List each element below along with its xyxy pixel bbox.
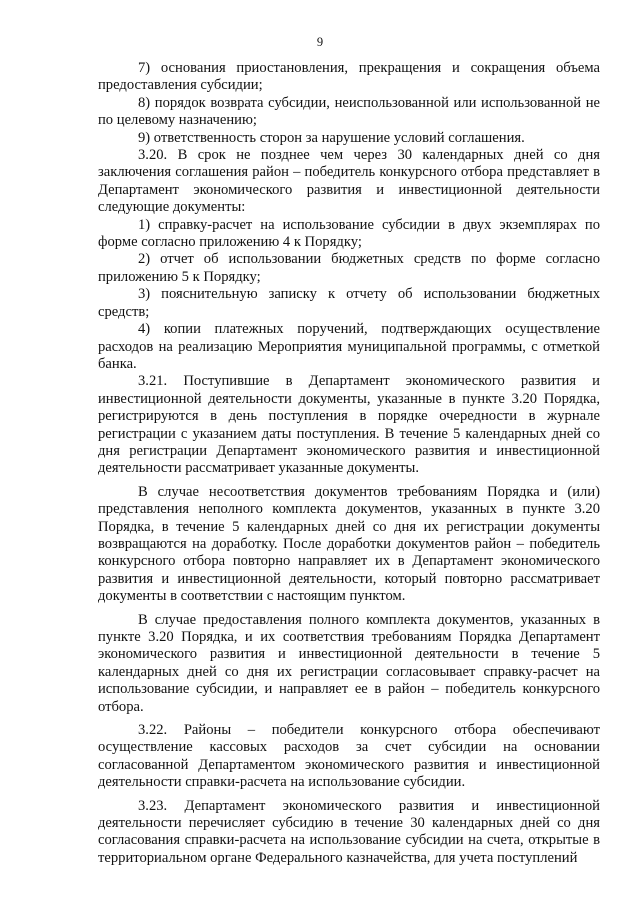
paragraph-doc-4: 4) копии платежных поручений, подтверждающих осуществление расходов на реализацию Мероприятия муниципальной программы, с отметкой банка. bbox=[98, 321, 600, 372]
paragraph-3-22: 3.22. Районы – победители конкурсного отбора обеспечивают осуществление кассовых расходов за счет субсидии на основании согласованной Департаментом экономического развития и инвестиционной деятельности справки-расчета на использование субсидии. bbox=[98, 722, 600, 791]
paragraph-doc-1: 1) справку-расчет на использование субсидии в двух экземплярах по форме согласно приложению 4 к Порядку; bbox=[98, 216, 600, 251]
paragraph-3-23: 3.23. Департамент экономического развития и инвестиционной деятельности перечисляет субсидию в течение 30 календарных дней со дня согласования справки-расчета на использование субсидии на счета, открытые в территориальном органе Федерального казначейства, для учета поступлений bbox=[98, 797, 600, 866]
paragraph-3-21: 3.21. Поступившие в Департамент экономического развития и инвестиционной деятельности документы, указанные в пункте 3.20 Порядка, регистрируются в день поступления в порядке очередности в журнале регистрации с указанием даты поступления. В течение 5 календарных дней со дня регистрации Департамент экономического развития и инвестиционной деятельности рассматривает указанные документы. bbox=[98, 373, 600, 477]
paragraph-item-7: 7) основания приостановления, прекращения и сокращения объема предоставления субсидии; bbox=[98, 60, 600, 94]
page-number: 9 bbox=[316, 35, 324, 49]
document-body bbox=[98, 60, 600, 867]
paragraph-3-21-complete: В случае предоставления полного комплекта документов, указанных в пункте 3.20 Порядка, и их соответствия требованиям Порядка Департамент экономического развития и инвестиционной деятельности в течение 5 календарных дней со дня их регистрации согласовывает справку-расчет на использование субсидии, и направляет ее в район – победитель конкурсного отбора. bbox=[98, 611, 600, 715]
paragraph-item-8: 8) порядок возврата субсидии, неиспользованной или использованной не по целевому назначению; bbox=[98, 94, 600, 129]
paragraph-3-20: 3.20. В срок не позднее чем через 30 календарных дней со дня заключения соглашения район – победитель конкурсного отбора представляет в Департамент экономического развития и инвестиционной деятельности следующие документы: bbox=[98, 147, 600, 216]
paragraph-item-9: 9) ответственность сторон за нарушение условий соглашения. bbox=[138, 129, 525, 146]
paragraph-doc-3: 3) пояснительную записку к отчету об использовании бюджетных средств; bbox=[98, 286, 600, 320]
paragraph-doc-2: 2) отчет об использовании бюджетных средств по форме согласно приложению 5 к Порядку; bbox=[98, 251, 600, 285]
paragraph-3-21-mismatch: В случае несоответствия документов требованиям Порядка и (или) представления неполного комплекта документов, указанных в пункте 3.20 Порядка, в течение 5 календарных дней со дня их регистрации документы возвращаются на доработку. После доработки документов район – победитель конкурсного отбора повторно направляет их в Департамент экономического развития и инвестиционной деятельности, который повторно рассматривает документы в соответствии с настоящим пунктом. bbox=[98, 483, 600, 605]
